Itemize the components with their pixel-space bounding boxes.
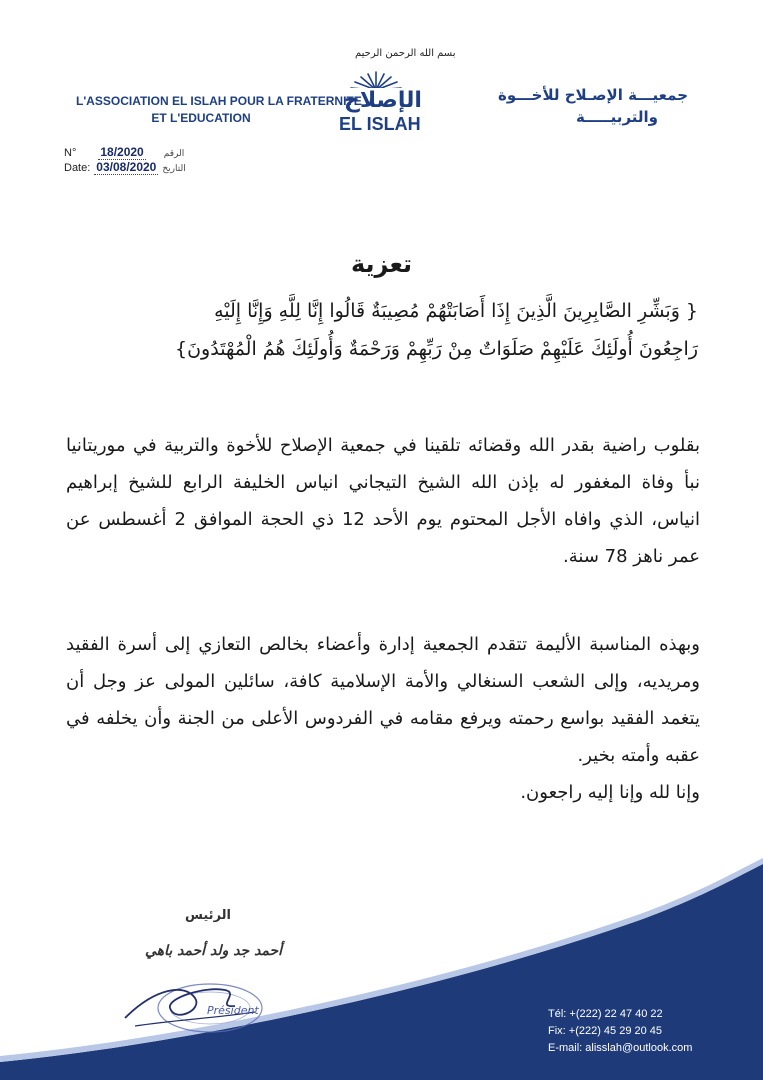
number-value: 18/2020 <box>100 145 144 159</box>
organization-name-french <box>76 93 362 127</box>
signature-stamp <box>115 968 265 1038</box>
org-ar-line2: والتربيـــــة <box>575 108 658 126</box>
quran-verse <box>66 292 698 368</box>
stamp-text: Président <box>207 1004 259 1017</box>
quran-line1: { وَبَشِّرِ الصَّابِرِينَ الَّذِينَ إِذَا أَصَابَتْهُمْ مُصِيبَةٌ قَالُوا إِنَّا لِلَّهِ وَإِنَّا إِلَيْهِ <box>214 300 698 322</box>
reference-date-row <box>64 160 186 175</box>
president-title: الرئيس <box>185 908 231 923</box>
quran-line2: رَاجِعُونَ أُولَئِكَ عَلَيْهِمْ صَلَوَاتٌ مِنْ رَبِّهِمْ وَرَحْمَةٌ وَأُولَئِكَ هُمُ الْمُهْتَدُونَ} <box>175 338 698 360</box>
contact-email: E-mail: alisslah@outlook.com <box>548 1042 693 1054</box>
org-ar-line1: جمعيـــة الإصـلاح للأخـــوة <box>498 86 688 104</box>
org-fr-line2: ET L'EDUCATION <box>151 111 251 125</box>
basmala: بسم الله الرحمن الرحيم <box>355 48 456 59</box>
reference-block <box>64 145 186 175</box>
reference-number-row <box>64 145 186 160</box>
org-fr-line1: L'ASSOCIATION EL ISLAH POUR LA FRATERNITE <box>76 94 362 108</box>
date-label-ar: التاريخ <box>162 163 186 173</box>
logo-arabic: الإصلاح <box>344 88 422 113</box>
logo-english: EL ISLAH <box>339 114 421 134</box>
date-label: Date: <box>64 162 91 174</box>
president-name: أحمد جد ولد أحمد باهي <box>145 943 283 959</box>
letter-title: تعزية <box>350 250 413 278</box>
contact-info <box>548 1006 692 1057</box>
number-label: N° <box>64 147 77 159</box>
paragraph-sympathy: وبهذه المناسبة الأليمة تتقدم الجمعية إدارة وأعضاء بخالص التعازي إلى أسرة الفقيد ومريديه، وإلى الشعب السنغالي والأمة الإسلامية كافة، سائلين المولى عز وجل أن يتغمد الفقيد بواسع رحمته ويرفع مقامه في الفردوس الأعلى من الجنة وأن يخلفه في عقبه وأمته بخير. <box>66 634 700 766</box>
organization-name-arabic <box>448 84 688 128</box>
contact-fax: Fix: +(222) 45 29 20 45 <box>548 1025 663 1037</box>
closing-line: وإنا لله وإنا إليه راجعون. <box>520 782 700 803</box>
number-label-ar: الرقم <box>163 148 185 158</box>
date-value: 03/08/2020 <box>96 160 157 174</box>
paragraph-condolence: بقلوب راضية بقدر الله وقضائه تلقينا في جمعية الإصلاح للأخوة والتربية في موريتانيا نبأ وفاة المغفور له بإذن الله الشيخ التيجاني انياس الخليفة الرابع للشيخ إبراهيم انياس، الذي وافاه الأجل المحتوم يوم الأحد 12 ذي الحجة الموافق 2 أغسطس عن عمر ناهز 78 سنة. <box>66 435 700 567</box>
contact-tel: Tél: +(222) 22 47 40 22 <box>548 1008 663 1020</box>
